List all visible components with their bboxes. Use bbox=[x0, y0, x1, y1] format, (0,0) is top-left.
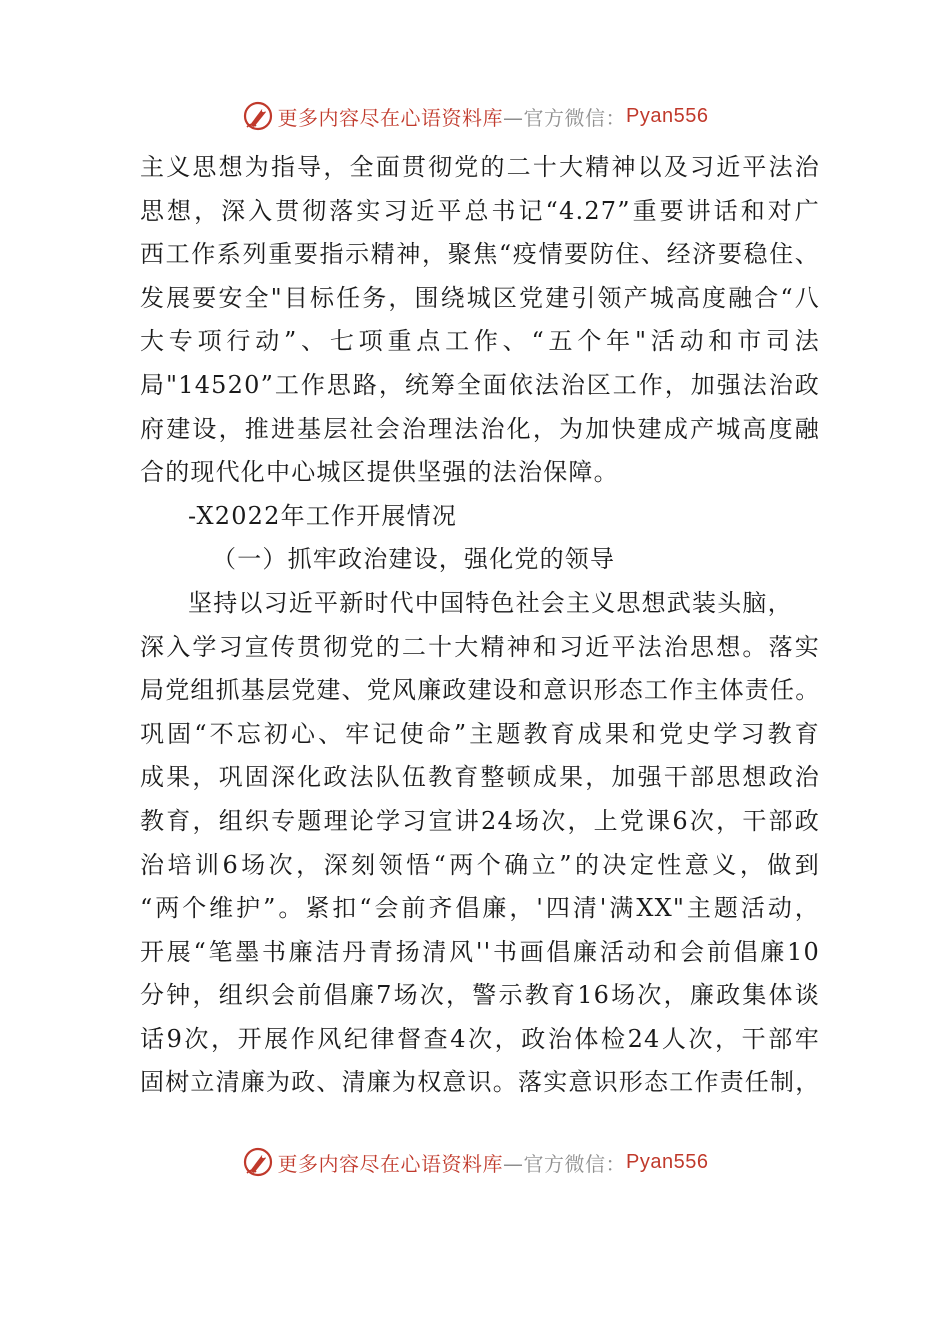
body-line: 大专项行动”、七项重点工作、“五个年"活动和市司法 bbox=[140, 327, 820, 356]
watermark-separator: —官方微信： bbox=[503, 105, 627, 130]
watermark-text: 更多内容尽在心语资料库 bbox=[277, 1151, 504, 1176]
body-line: 发展要安全"目标任务，围绕城区党建引领产城高度融合“八 bbox=[140, 283, 820, 312]
body-line: 思想，深入贯彻落实习近平总书记“4.27”重要讲话和对广 bbox=[140, 196, 820, 225]
body-line: 分钟，组织会前倡廉7场次，警示教育16场次，廉政集体谈 bbox=[140, 981, 820, 1010]
pen-nib-logo-icon bbox=[242, 1146, 274, 1178]
body-line: 局"14520”工作思路，统筹全面依法治区工作，加强法治政 bbox=[140, 370, 820, 399]
watermark-separator: —官方微信： bbox=[503, 1151, 627, 1176]
body-line: 西工作系列重要指示精神，聚焦“疫情要防住、经济要稳住、 bbox=[140, 240, 820, 269]
body-line: 府建设，推进基层社会治理法治化，为加快建成产城高度融 bbox=[140, 414, 820, 443]
body-line: 教育，组织专题理论学习宣讲24场次，上党课6次，干部政 bbox=[140, 806, 820, 835]
body-line: 成果，巩固深化政法队伍教育整顿成果，加强干部思想政治 bbox=[140, 763, 820, 792]
watermark-banner-top bbox=[0, 96, 950, 136]
body-line: 固树立清廉为政、清廉为权意识。落实意识形态工作责任制， bbox=[140, 1068, 821, 1097]
body-line: 治培训6场次，深刻领悟“两个确立”的决定性意义，做到 bbox=[140, 850, 820, 879]
subsection-heading: （一）抓牢政治建设，强化党的领导 bbox=[212, 545, 616, 574]
body-line: 坚持以习近平新时代中国特色社会主义思想武装头脑， bbox=[188, 588, 793, 617]
watermark-banner-bottom bbox=[0, 1142, 950, 1182]
watermark-wechat-id: Pyan556 bbox=[626, 104, 709, 127]
section-heading: -X2022年工作开展情况 bbox=[188, 501, 458, 530]
body-line: 开展“笔墨书廉洁丹青扬清风''书画倡廉活动和会前倡廉10 bbox=[140, 937, 820, 966]
body-line: 局党组抓基层党建、党风廉政建设和意识形态工作主体责任。 bbox=[140, 676, 821, 705]
body-line: 主义思想为指导，全面贯彻党的二十大精神以及习近平法治 bbox=[140, 153, 820, 181]
body-line: 合的现代化中心城区提供坚强的法治保障。 bbox=[140, 458, 619, 487]
watermark-text: 更多内容尽在心语资料库 bbox=[277, 105, 504, 130]
watermark-wechat-id: Pyan556 bbox=[626, 1150, 709, 1173]
body-line: “两个维护”。紧扣“会前齐倡廉，'四清'满XX"主题活动， bbox=[140, 894, 820, 923]
body-line: 话9次，开展作风纪律督查4次，政治体检24人次，干部牢 bbox=[140, 1024, 820, 1053]
body-line: 深入学习宣传贯彻党的二十大精神和习近平法治思想。落实 bbox=[140, 632, 820, 661]
document-body bbox=[140, 146, 820, 1105]
body-line: 巩固“不忘初心、牢记使命”主题教育成果和党史学习教育 bbox=[140, 719, 820, 748]
pen-nib-logo-icon bbox=[242, 100, 274, 132]
